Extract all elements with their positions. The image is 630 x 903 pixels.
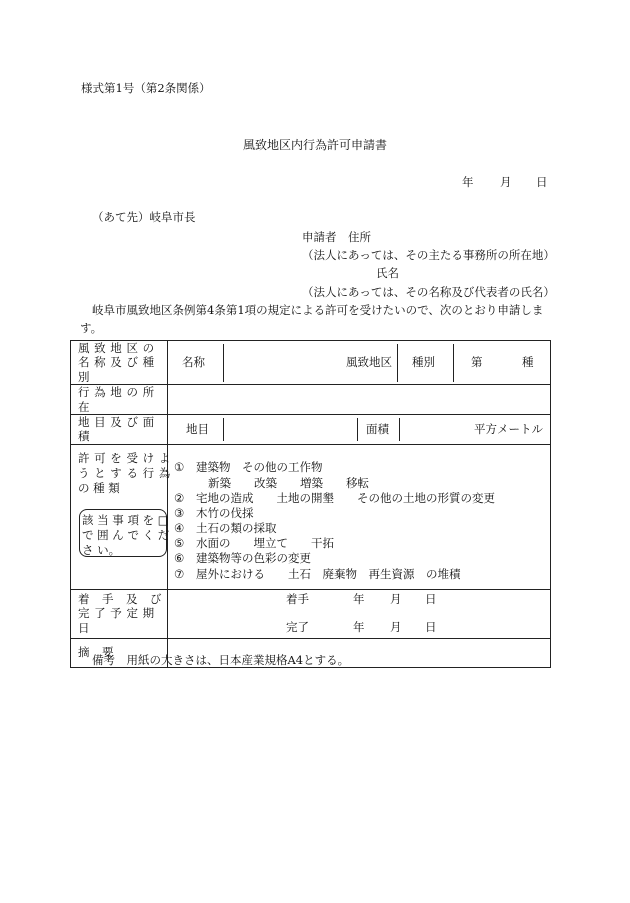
footer-remarks: 備考 用紙の大きさは、日本産業規格A4とする。	[92, 653, 350, 667]
action-type-label-cell	[71, 444, 171, 589]
applicant-label: 申請者	[302, 230, 337, 244]
option-2-number: ②	[174, 490, 185, 505]
action-options-cell	[168, 444, 551, 589]
address-label: 住所	[348, 230, 371, 244]
document-title: 風致地区内行為許可申請書	[243, 138, 388, 152]
form-number: 様式第1号（第2条関係）	[81, 81, 211, 95]
intro-line-1: 岐阜市風致地区条例第4条第1項の規定による許可を受けたいので、次のとおり申請しま	[92, 303, 544, 317]
land-area-label: 地 目 及 び 面 積	[71, 414, 168, 444]
end-month: 月	[390, 619, 402, 634]
schedule-label-line2: 完 了 予 定 期 日	[78, 606, 155, 635]
type-shu: 種	[522, 354, 534, 369]
option-5-text[interactable]: 水面の 埋立て 干拓	[196, 535, 334, 550]
option-5-number: ⑤	[174, 535, 185, 550]
district-suffix: 風致地区	[346, 354, 392, 369]
date-month: 月	[500, 175, 512, 189]
action-label-line3: の 種 類	[78, 480, 120, 495]
remarks-field-label: 摘 要	[71, 638, 168, 667]
start-year: 年	[353, 591, 365, 606]
option-1-number: ①	[174, 459, 185, 474]
location-value[interactable]	[168, 385, 551, 415]
address-note: （法人にあっては、その主たる事務所の所在地）	[302, 248, 555, 262]
start-label: 着手	[286, 591, 309, 606]
option-3-text[interactable]: 木竹の伐採	[196, 505, 254, 520]
area-unit: 平方メートル	[474, 421, 543, 436]
name-label: 氏名	[376, 266, 399, 280]
type-field-label: 種別	[412, 354, 435, 369]
end-year: 年	[353, 619, 365, 634]
option-6-number: ⑥	[174, 550, 185, 565]
option-4-number: ④	[174, 520, 185, 535]
date-year: 年	[462, 175, 474, 189]
area-label: 面積	[366, 421, 389, 436]
district-cell	[168, 341, 551, 385]
name-note: （法人にあっては、その名称及び代表者の氏名）	[302, 285, 555, 299]
action-label-line2: う と す る 行 為	[78, 465, 171, 480]
schedule-label-cell	[71, 589, 168, 638]
note-line3: さ い。	[82, 542, 121, 557]
type-dai: 第	[471, 354, 483, 369]
land-area-cell	[168, 414, 551, 444]
action-label-line1: 許 可 を 受 け よ	[78, 450, 171, 465]
note-line2: で 囲 ん で く だ	[82, 527, 170, 542]
start-day: 日	[425, 591, 437, 606]
end-label: 完了	[286, 619, 309, 634]
option-4-text[interactable]: 土石の類の採取	[196, 520, 277, 535]
application-table	[70, 340, 551, 668]
name-field-label: 名称	[182, 354, 205, 369]
start-month: 月	[390, 591, 402, 606]
schedule-cell	[168, 589, 551, 638]
addressee: （あて先）岐阜市長	[92, 210, 196, 224]
end-day: 日	[425, 619, 437, 634]
district-label-line2: 名 称 及 び 種 別	[78, 355, 155, 384]
option-1-sub-text[interactable]: 新築 改築 増築 移転	[208, 475, 369, 490]
schedule-label-line1: 着 手 及 び	[78, 592, 162, 607]
option-1-text[interactable]: 建築物 その他の工作物	[196, 459, 323, 474]
option-7-number: ⑦	[174, 566, 185, 581]
date-day: 日	[536, 175, 548, 189]
option-6-text[interactable]: 建築物等の色彩の変更	[196, 550, 311, 565]
note-line1: 該 当 事 項 を □	[82, 512, 169, 527]
chimoku-label: 地目	[186, 421, 209, 436]
option-3-number: ③	[174, 505, 185, 520]
intro-line-2: す。	[80, 321, 103, 335]
district-label-line1: 風 致 地 区 の	[78, 341, 155, 355]
district-label-cell	[71, 341, 168, 385]
option-7-text[interactable]: 屋外における 土石 廃棄物 再生資源 の堆積	[196, 566, 461, 581]
option-2-text[interactable]: 宅地の造成 土地の開墾 その他の土地の形質の変更	[196, 490, 495, 505]
location-label: 行 為 地 の 所 在	[71, 385, 168, 415]
